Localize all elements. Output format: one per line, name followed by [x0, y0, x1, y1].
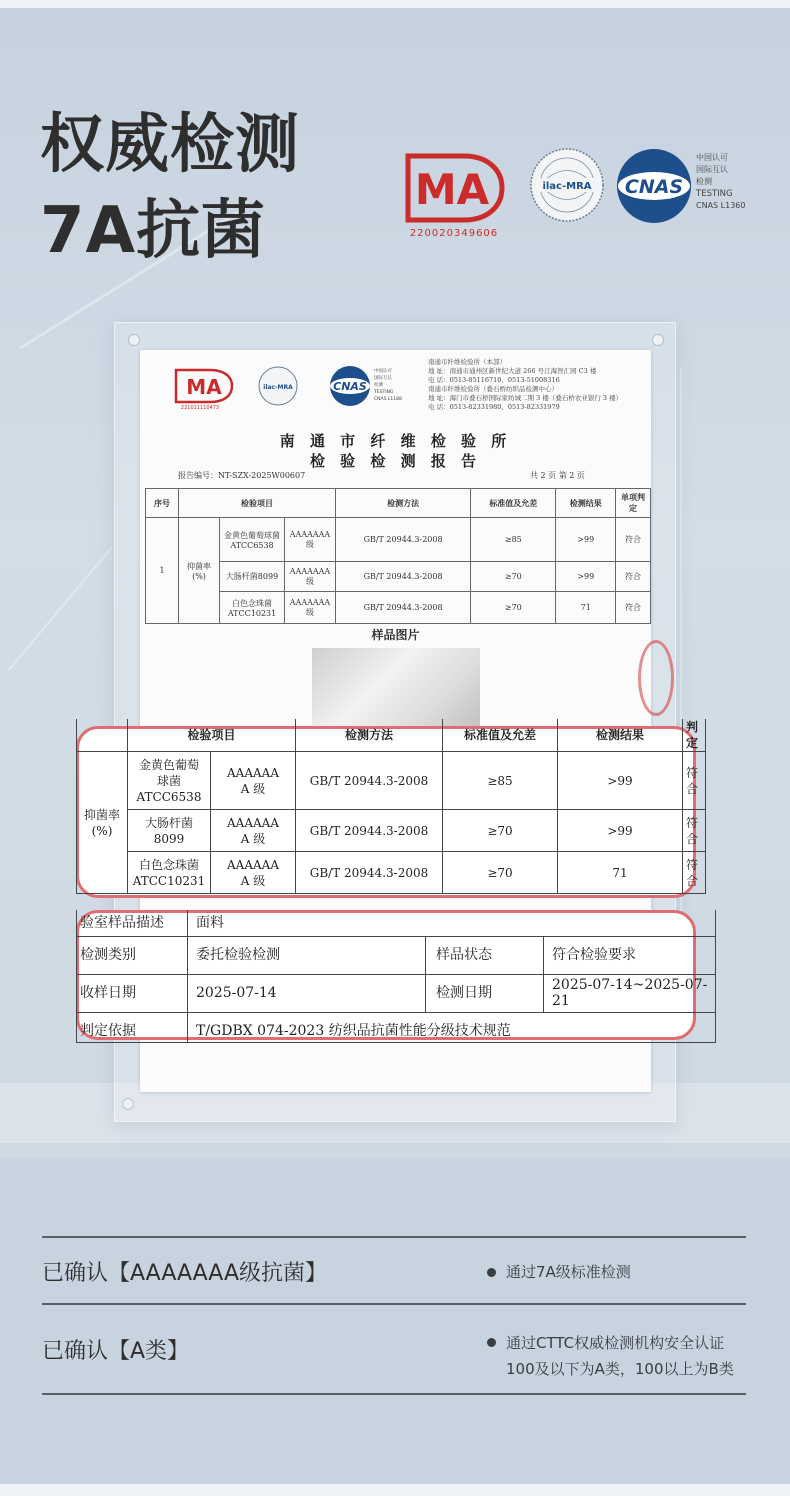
- zoom-header-cell: 检测结果: [558, 719, 683, 752]
- zoom-header-cell: [77, 719, 128, 752]
- info-value-cell: 面料: [188, 910, 716, 936]
- zoom-standard-cell: ≥70: [443, 852, 558, 894]
- report-address-block: [428, 358, 648, 412]
- report-result-cell: >99: [556, 518, 616, 562]
- report-header-cell: 检测结果: [556, 489, 616, 518]
- red-stamp: [638, 640, 674, 716]
- report-verdict-cell: 符合: [616, 518, 651, 562]
- confirm-row2-desc1: 通过CTTC权威检测机构安全认证: [506, 1334, 725, 1352]
- cnas-side-line: CNAS L1360: [696, 201, 746, 210]
- zoom-item-cell: [128, 810, 211, 852]
- divider: [42, 1303, 746, 1305]
- zoom-callout-sample-info: [76, 910, 708, 1040]
- divider: [42, 1236, 746, 1238]
- zoom-grade-cell: [211, 810, 296, 852]
- zoom-method-cell: GB/T 20944.3-2008: [296, 810, 443, 852]
- zoom-info-table: [76, 910, 716, 1043]
- zoom-verdict-cell: 符合: [683, 852, 706, 894]
- cnas-logo-text: CNAS: [624, 176, 684, 198]
- zoom-grade-line: A 级: [240, 873, 266, 888]
- zoom-category-line: 抑菌率: [83, 807, 120, 822]
- zoom-results-table: [76, 719, 706, 894]
- bottom-strip: [0, 1484, 790, 1496]
- report-cma-number: 221011110473: [180, 405, 220, 411]
- zoom-item-line: 金黄色葡萄: [138, 757, 199, 772]
- zoom-category-cell: [77, 752, 128, 894]
- zoom-result-cell: >99: [558, 810, 683, 852]
- report-header-cell: 序号: [146, 489, 179, 518]
- zoom-item-cell: [128, 752, 211, 810]
- report-item-cell: 金黄色葡萄球菌ATCC6538: [220, 518, 285, 562]
- report-header-cell: 检测方法: [336, 489, 471, 518]
- report-result-cell: >99: [556, 562, 616, 592]
- confirm-row2-label: 已确认【A类】: [42, 1339, 190, 1364]
- cma-number: 220020349606: [409, 228, 499, 239]
- report-seq-cell: 1: [146, 518, 179, 624]
- zoom-item-line: ATCC6538: [136, 789, 202, 804]
- cnas-side-line: 检测: [696, 177, 712, 186]
- report-header-cell: 标准值及允差: [471, 489, 556, 518]
- ilac-logo-text: ilac-MRA: [542, 181, 592, 192]
- report-address-line: 电 话：0513-82331980、0513-82331979: [428, 403, 560, 411]
- info-label-cell: 检测类别: [77, 936, 188, 974]
- info-value-cell: 委托检验检测: [188, 936, 426, 974]
- headline: [40, 102, 300, 274]
- zoom-item-line: 球菌: [156, 773, 181, 788]
- report-number: 报告编号：NT-SZX-2025W00607: [178, 471, 306, 480]
- report-cnas-line: 中国认可: [374, 369, 392, 374]
- report-page-info: 共 2 页 第 2 页: [530, 471, 585, 480]
- report-result-cell: 71: [556, 592, 616, 624]
- zoom-item-line: 8099: [153, 831, 185, 846]
- sample-photo-title: 样品图片: [371, 628, 420, 642]
- zoom-header-cell: 标准值及允差: [443, 719, 558, 752]
- info-label-cell: 判定依据: [77, 1012, 188, 1042]
- zoom-category-line: (%): [91, 823, 113, 838]
- zoom-standard-cell: ≥85: [443, 752, 558, 810]
- report-cnas-line: 检测: [374, 383, 383, 388]
- cnas-side-line: 中国认可: [696, 153, 728, 162]
- info-label-cell: 检测日期: [426, 974, 544, 1012]
- zoom-item-line: 白色念珠菌: [138, 857, 199, 872]
- frame-screw: [122, 1098, 134, 1110]
- cnas-side-line: TESTING: [696, 189, 733, 199]
- zoom-method-cell: GB/T 20944.3-2008: [296, 752, 443, 810]
- zoom-item-line: ATCC10231: [132, 873, 206, 888]
- zoom-grade-line: AAAAAA: [227, 857, 279, 872]
- report-address-line: 电 话：0513-85116710、0513-51008316: [428, 376, 560, 384]
- zoom-header-cell: 检测方法: [296, 719, 443, 752]
- info-value-cell: 符合检验要求: [544, 936, 716, 974]
- report-cnas-line: TESTING: [374, 390, 394, 395]
- report-address-line: 地 址：海门市叠石桥国际家纺城二期 3 楼（叠石桥农业银行 3 楼）: [428, 394, 623, 402]
- report-standard-cell: ≥70: [471, 562, 556, 592]
- bullet-icon: [487, 1268, 496, 1277]
- report-header-cell: 单项判定: [616, 489, 651, 518]
- info-label-cell: 收样日期: [77, 974, 188, 1012]
- zoom-item-cell: [128, 852, 211, 894]
- report-address-line: 南通市纤维检验所（叠石桥纺织品检测中心）: [428, 385, 558, 393]
- zoom-header-cell: 判定: [683, 719, 706, 752]
- zoom-grade-line: A 级: [240, 781, 266, 796]
- info-label-cell: 样品状态: [426, 936, 544, 974]
- info-value-cell: 2025-07-14~2025-07-21: [544, 974, 716, 1012]
- report-results-table: [145, 488, 651, 624]
- info-label-cell: 验室样品描述: [77, 910, 188, 936]
- bullet-icon: [487, 1338, 496, 1347]
- confirm-row1-desc: 通过7A级标准检测: [506, 1263, 631, 1281]
- ilac-mra-logo: [528, 146, 606, 224]
- report-ilac-text: ilac-MRA: [263, 384, 293, 391]
- zoom-standard-cell: ≥70: [443, 810, 558, 852]
- cma-logo-text: MA: [414, 165, 490, 214]
- report-standard-cell: ≥85: [471, 518, 556, 562]
- headline-line1: 权威检测: [40, 108, 300, 182]
- report-verdict-cell: 符合: [616, 592, 651, 624]
- report-title: 检 验 检 测 报 告: [309, 452, 482, 470]
- zoom-grade-cell: [211, 852, 296, 894]
- zoom-grade-cell: [211, 752, 296, 810]
- report-method-cell: GB/T 20944.3-2008: [336, 518, 471, 562]
- report-logos: [170, 364, 420, 409]
- zoom-item-line: 大肠杆菌: [144, 815, 193, 830]
- zoom-callout-results: [76, 720, 699, 898]
- report-method-cell: GB/T 20944.3-2008: [336, 592, 471, 624]
- top-strip: [0, 0, 790, 8]
- zoom-verdict-cell: 符合: [683, 752, 706, 810]
- cnas-logo: [616, 148, 756, 228]
- report-cnas-text: CNAS: [333, 380, 367, 393]
- report-title-org: 南 通 市 纤 维 检 验 所: [279, 432, 512, 450]
- headline-line2: 7A抗菌: [40, 194, 267, 268]
- decor-line: [8, 547, 112, 671]
- report-cma-text: MA: [186, 375, 222, 399]
- info-value-cell: 2025-07-14: [188, 974, 426, 1012]
- report-address-line: 地 址：南通市通州区新世纪大道 266 号江海智汇园 C3 楼: [428, 367, 597, 375]
- report-method-cell: GB/T 20944.3-2008: [336, 562, 471, 592]
- report-grade-cell: AAAAAAA级: [285, 592, 336, 624]
- cma-logo: [398, 148, 510, 238]
- zoom-header-cell: 检验项目: [128, 719, 296, 752]
- report-cnas-line: CNAS L1188: [374, 397, 402, 402]
- info-value-cell: T/GDBX 074-2023 纺织品抗菌性能分级技术规范: [188, 1012, 716, 1042]
- report-grade-cell: AAAAAAA级: [285, 562, 336, 592]
- frame-screw: [128, 334, 140, 346]
- report-category-cell: 抑菌率(%): [179, 518, 220, 624]
- report-cnas-line: 国际互认: [374, 376, 392, 381]
- report-header-cell: 检验项目: [179, 489, 336, 518]
- confirm-row2-desc2: 100及以下为A类，100以上为B类: [506, 1360, 734, 1378]
- zoom-grade-line: A 级: [240, 831, 266, 846]
- report-standard-cell: ≥70: [471, 592, 556, 624]
- report-address-line: 南通市纤维检验所（本部）: [428, 358, 506, 366]
- report-item-cell: 白色念珠菌ATCC10231: [220, 592, 285, 624]
- zoom-result-cell: >99: [558, 752, 683, 810]
- zoom-grade-line: AAAAAA: [227, 815, 279, 830]
- cnas-side-line: 国际互认: [696, 165, 728, 174]
- zoom-method-cell: GB/T 20944.3-2008: [296, 852, 443, 894]
- zoom-grade-line: AAAAAA: [227, 765, 279, 780]
- report-grade-cell: AAAAAAA级: [285, 518, 336, 562]
- confirmation-section: [0, 1158, 790, 1484]
- zoom-result-cell: 71: [558, 852, 683, 894]
- divider: [42, 1393, 746, 1395]
- frame-screw: [652, 334, 664, 346]
- zoom-verdict-cell: 符合: [683, 810, 706, 852]
- report-item-cell: 大肠杆菌8099: [220, 562, 285, 592]
- confirm-row1-label: 已确认【AAAAAAA级抗菌】: [42, 1261, 328, 1286]
- report-verdict-cell: 符合: [616, 562, 651, 592]
